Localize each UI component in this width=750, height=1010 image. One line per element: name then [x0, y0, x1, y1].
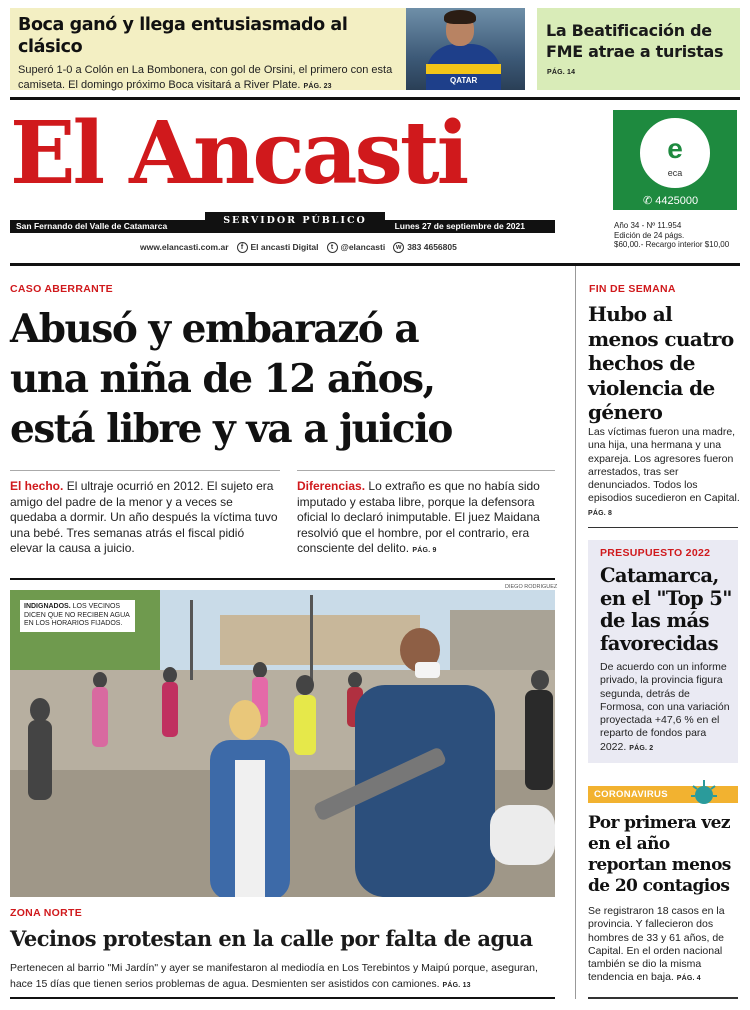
divider	[10, 97, 740, 100]
location-text: San Fernando del Valle de Catamarca	[16, 221, 168, 231]
shirt-sponsor-text: QATAR	[450, 76, 478, 85]
beatification-teaser-title: La Beatificación de FME atrae a turistas	[546, 21, 724, 61]
weekend-body	[588, 426, 740, 520]
masthead-logo[interactable]: El Ancasti	[10, 103, 467, 204]
tagline: SERVIDOR PÚBLICO	[205, 212, 385, 229]
photo-story-body-text: Pertenecen al barrio "Mi Jardín" y ayer se manifestaron al mediodía en Los Terebintos y Maipú porque, aseguran, hace 15 días que tienen serios problemas de agua. Desmienten ser asistidos con camiones.	[10, 962, 538, 990]
sports-teaser-banner[interactable]	[10, 8, 525, 90]
protest-scene-illustration	[10, 590, 555, 897]
player-shirt-stripe	[426, 64, 501, 74]
page-ref: PÁG. 13	[442, 981, 471, 989]
eca-logo-circle	[640, 118, 710, 188]
weekend-headline[interactable]: Hubo al menos cuatro hechos de violencia de género	[588, 302, 734, 424]
column-text: El ultraje ocurrió en 2012. El sujeto era amigo del padre de la menor y a veces se quedaba a dormir. Un año después la víctima tuvo una bebé. Tres semanas atrás el fiscal pidió elevar la causa a juicio.	[10, 479, 278, 555]
page-ref: PÁG. 23	[303, 83, 332, 90]
protest-photo[interactable]	[10, 590, 555, 897]
eca-phone: ✆ 4425000	[643, 195, 699, 207]
beatification-teaser-banner[interactable]	[537, 8, 740, 90]
sports-teaser-body	[18, 63, 403, 94]
photo-caption	[20, 600, 135, 632]
coronavirus-label-bar	[588, 786, 738, 803]
divider	[10, 997, 555, 999]
divider	[297, 470, 555, 471]
main-story-label: CASO ABERRANTE	[10, 283, 113, 295]
coronavirus-label: CORONAVIRUS	[594, 789, 668, 800]
coronavirus-body-text: Se registraron 18 casos en la provincia. Y fallecieron dos hombres de 33 y 61 años, de Capital. En el orden nacional también se dio la misma tendencia en baja.	[588, 905, 725, 984]
eca-phone-number: 4425000	[655, 195, 699, 207]
budget-label: PRESUPUESTO 2022	[600, 547, 711, 559]
page-ref: PÁG. 4	[676, 975, 701, 983]
edition-pages: Edición de 24 págs.	[614, 230, 685, 240]
budget-box[interactable]	[588, 540, 738, 763]
page-ref: PÁG. 14	[547, 69, 576, 76]
weekend-label: FIN DE SEMANA	[589, 283, 676, 295]
page-ref: PÁG. 8	[588, 509, 613, 517]
facebook-text: El ancasti Digital	[250, 242, 319, 252]
headline-line: Abusó y embarazó a	[10, 306, 419, 352]
caption-text: LOS VECINOS DICEN QUE NO RECIBEN AGUA EN LOS HORARIOS FIJADOS.	[24, 603, 130, 627]
whatsapp-link[interactable]	[393, 242, 457, 253]
main-headline[interactable]	[10, 304, 570, 454]
budget-headline: Catamarca, en el "Top 5" de las más favorecidas	[600, 564, 732, 655]
lead-in: El hecho.	[10, 479, 64, 493]
eca-logo: e	[667, 133, 683, 164]
facebook-icon: f	[237, 242, 248, 253]
divider	[588, 997, 738, 999]
page-ref: PÁG. 9	[412, 547, 437, 554]
edition-price: $60,00.- Recargo interior $10,00	[614, 240, 730, 249]
divider	[10, 470, 280, 471]
lead-in: Diferencias.	[297, 479, 366, 493]
photo-story-label: ZONA NORTE	[10, 907, 83, 919]
eca-ad[interactable]	[613, 110, 737, 210]
page-ref: PÁG. 2	[629, 744, 654, 752]
photo-credit: DIEGO RODRIGUEZ	[505, 584, 558, 590]
virus-icon	[689, 778, 719, 808]
twitter-link[interactable]	[327, 242, 386, 253]
coronavirus-body	[588, 905, 740, 986]
website-text: www.elancasti.com.ar	[140, 242, 229, 252]
headline-line: una niña de 12 años,	[10, 356, 435, 402]
edition-info	[614, 221, 744, 250]
edition-number: Año 34 - Nº 11.954	[614, 221, 682, 230]
budget-body-text: De acuerdo con un informe privado, la provincia figura segunda, detrás de Formosa, con una variación proyectada +47,6 % en el reparto de fondos para 2022.	[600, 661, 730, 753]
column-text: Lo extraño es que no había sido imputado y estaba libre, porque la defensora oficial lo declaró inimputable. El juez Maidana resolvió que el hombre, por el contrario, era consciente del delito.	[297, 479, 540, 555]
twitter-icon: t	[327, 242, 338, 253]
sports-teaser-text	[18, 14, 403, 94]
divider	[588, 527, 738, 528]
headline-line: está libre y va a juicio	[10, 406, 452, 452]
eca-word: eca	[667, 168, 683, 178]
player-hair	[444, 10, 476, 24]
divider	[10, 263, 740, 266]
photo-story-body	[10, 961, 558, 993]
football-player-photo	[406, 8, 525, 90]
website-link[interactable]	[140, 242, 229, 252]
main-story-left-column	[10, 479, 280, 557]
whatsapp-text: 383 4656805	[407, 242, 457, 252]
facebook-link[interactable]	[237, 242, 319, 253]
contact-row	[140, 240, 457, 254]
budget-body	[600, 661, 734, 755]
issue-date: Lunes 27 de septiembre de 2021	[394, 221, 525, 231]
photo-story-headline[interactable]: Vecinos protestan en la calle por falta de agua	[10, 926, 533, 951]
sports-teaser-body-text: Superó 1-0 a Colón en La Bombonera, con gol de Orsini, el primero con esta camiseta. El domingo próximo Boca visitará a River Plate.	[18, 64, 393, 91]
column-divider	[575, 266, 576, 999]
masthead-tagline-bar	[10, 215, 555, 233]
coronavirus-headline[interactable]: Por primera vez en el año reportan menos de 20 contagios	[588, 813, 731, 896]
main-story-right-column	[297, 479, 557, 559]
divider	[10, 578, 555, 580]
twitter-text: @elancasti	[340, 242, 386, 252]
caption-lead: INDIGNADOS.	[24, 603, 71, 610]
whatsapp-icon: w	[393, 242, 404, 253]
sports-teaser-title: Boca ganó y llega entusiasmado al clásico	[18, 15, 348, 57]
weekend-body-text: Las víctimas fueron una madre, una hija, una hermana y una expareja. Los agresores fueron arrestados, tras ser denunciados. Todos los episodios sucedieron en Capital.	[588, 426, 740, 505]
